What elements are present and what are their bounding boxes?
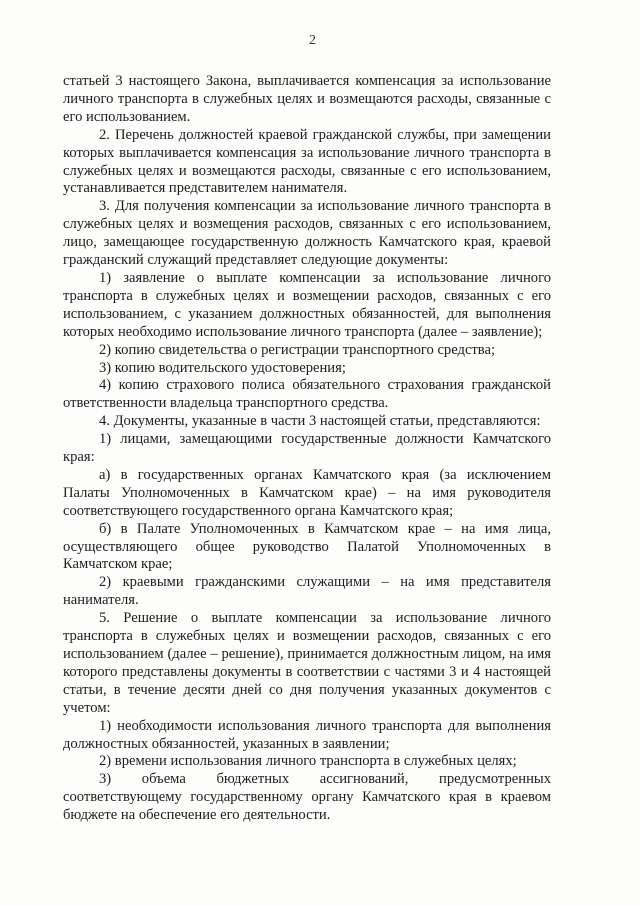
paragraph-item-2: 2. Перечень должностей краевой гражданской службы, при замещении которых выплачивается компенсация за использование личного транспорта в служебных целях и возмещаются расходы, связанные с его использованием, устанавливается представителем нанимателя.	[63, 126, 551, 197]
paragraph-item-4: 4. Документы, указанные в части 3 настоящей статьи, представляются:	[99, 413, 541, 430]
paragraph-item-3: 3. Для получения компенсации за использование личного транспорта в служебных целях и возмещения расходов, связанных с его использованием, лицо, замещающее государственную должность Камчатского края, краевой гражданский служащий представляет следующие документы:	[63, 198, 551, 269]
subitem-3-3: 3) копию водительского удостоверения;	[99, 359, 346, 376]
paragraph-continuation: статьей 3 настоящего Закона, выплачивается компенсация за использование личного транспорта в служебных целях и возмещаются расходы, связанные с его использованием.	[63, 73, 551, 125]
page-number: 2	[309, 33, 316, 48]
subitem-4-1-b: б) в Палате Уполномоченных в Камчатском крае – на имя лица, осуществляющего общее руководство Палатой Уполномоченных в Камчатском крае;	[63, 520, 551, 573]
subitem-3-4: 4) копию страхового полиса обязательного страхования гражданской ответственности владельца транспортного средства.	[63, 377, 551, 412]
document-body	[63, 73, 551, 825]
subitem-4-1-a: а) в государственных органах Камчатского края (за исключением Палаты Уполномоченных в Камчатском крае) – на имя руководителя соответствующего государственного органа Камчатского края;	[63, 466, 551, 519]
subitem-4-1: 1) лицами, замещающими государственные должности Камчатского края:	[63, 431, 551, 466]
paragraph-item-5: 5. Решение о выплате компенсации за использование личного транспорта в служебных целях и возмещении расходов, связанных с его использованием (далее – решение), принимается должностным лицом, на имя которого представлены документы в соответствии с частями 3 и 4 настоящей статьи, в течение десяти дней со дня получения указанных документов с учетом:	[63, 610, 551, 716]
subitem-4-2: 2) краевыми гражданскими служащими – на имя представителя нанимателя.	[63, 574, 551, 609]
subitem-3-2: 2) копию свидетельства о регистрации транспортного средства;	[99, 341, 496, 358]
subitem-5-2: 2) времени использования личного транспорта в служебных целях;	[99, 753, 517, 770]
subitem-5-3: 3) объема бюджетных ассигнований, предусмотренных соответствующему государственному органу Камчатского края в краевом бюджете на обеспечение его деятельности.	[63, 771, 551, 824]
subitem-3-1: 1) заявление о выплате компенсации за использование личного транспорта в служебных целях и возмещении расходов, связанных с его использованием, с указанием должностных обязанностей, для выполнения которых необходимо использование личного транспорта (далее – заявление);	[63, 269, 551, 340]
subitem-5-1: 1) необходимости использования личного транспорта для выполнения должностных обязанностей, указанных в заявлении;	[63, 717, 551, 752]
